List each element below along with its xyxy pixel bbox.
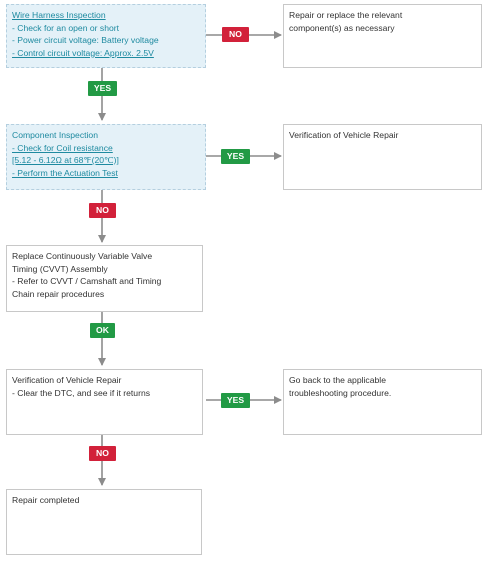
yes-badge-component: YES: [221, 149, 250, 164]
repair-or-replace-line-1: Repair or replace the relevant: [289, 10, 403, 20]
ok-badge-replace-cvvt: OK: [90, 323, 115, 338]
wire-harness-step-1: - Check for an open or short: [12, 22, 119, 33]
wire-harness-inspection-title[interactable]: Wire Harness Inspection: [12, 10, 106, 20]
wire-harness-step-3[interactable]: - Control circuit voltage: Approx. 2.5V: [12, 47, 154, 58]
wire-harness-inspection-box: [6, 4, 206, 68]
replace-cvvt-line-3: - Refer to CVVT / Camshaft and Timing: [12, 276, 162, 287]
actuation-test-link[interactable]: - Perform the Actuation Test: [12, 167, 118, 178]
repair-completed-line: Repair completed: [12, 495, 80, 505]
component-inspection-title: Component Inspection: [12, 130, 98, 140]
coil-resistance-spec[interactable]: [5.12 - 6.12Ω at 68℉(20℃)]: [12, 155, 119, 166]
replace-cvvt-line-2: Timing (CVVT) Assembly: [12, 263, 108, 274]
repair-or-replace-box: [283, 4, 482, 68]
repair-or-replace-line-2: component(s) as necessary: [289, 22, 395, 33]
verification-of-vehicle-repair-box: [6, 369, 203, 435]
wire-harness-step-2: - Power circuit voltage: Battery voltage: [12, 35, 159, 46]
no-badge-wire-harness: NO: [222, 27, 249, 42]
yes-badge-wire-harness: YES: [88, 81, 117, 96]
component-inspection-box: [6, 124, 206, 190]
verification-line-2: - Clear the DTC, and see if it returns: [12, 387, 151, 398]
yes-badge-verification: YES: [221, 393, 250, 408]
verification-result-line-1: Verification of Vehicle Repair: [289, 130, 399, 140]
verification-of-vehicle-repair-result-box: [283, 124, 482, 190]
no-badge-verification: NO: [89, 446, 116, 461]
replace-cvvt-line-4: Chain repair procedures: [12, 288, 105, 299]
replace-cvvt-line-1: Replace Continuously Variable Valve: [12, 251, 153, 261]
go-back-line-2: troubleshooting procedure.: [289, 387, 392, 398]
verification-line-1: Verification of Vehicle Repair: [12, 375, 122, 385]
repair-completed-box: [6, 489, 202, 555]
coil-resistance-link[interactable]: - Check for Coil resistance: [12, 142, 113, 153]
replace-cvvt-box: [6, 245, 203, 312]
go-back-to-troubleshooting-box: [283, 369, 482, 435]
no-badge-component: NO: [89, 203, 116, 218]
go-back-line-1: Go back to the applicable: [289, 375, 386, 385]
